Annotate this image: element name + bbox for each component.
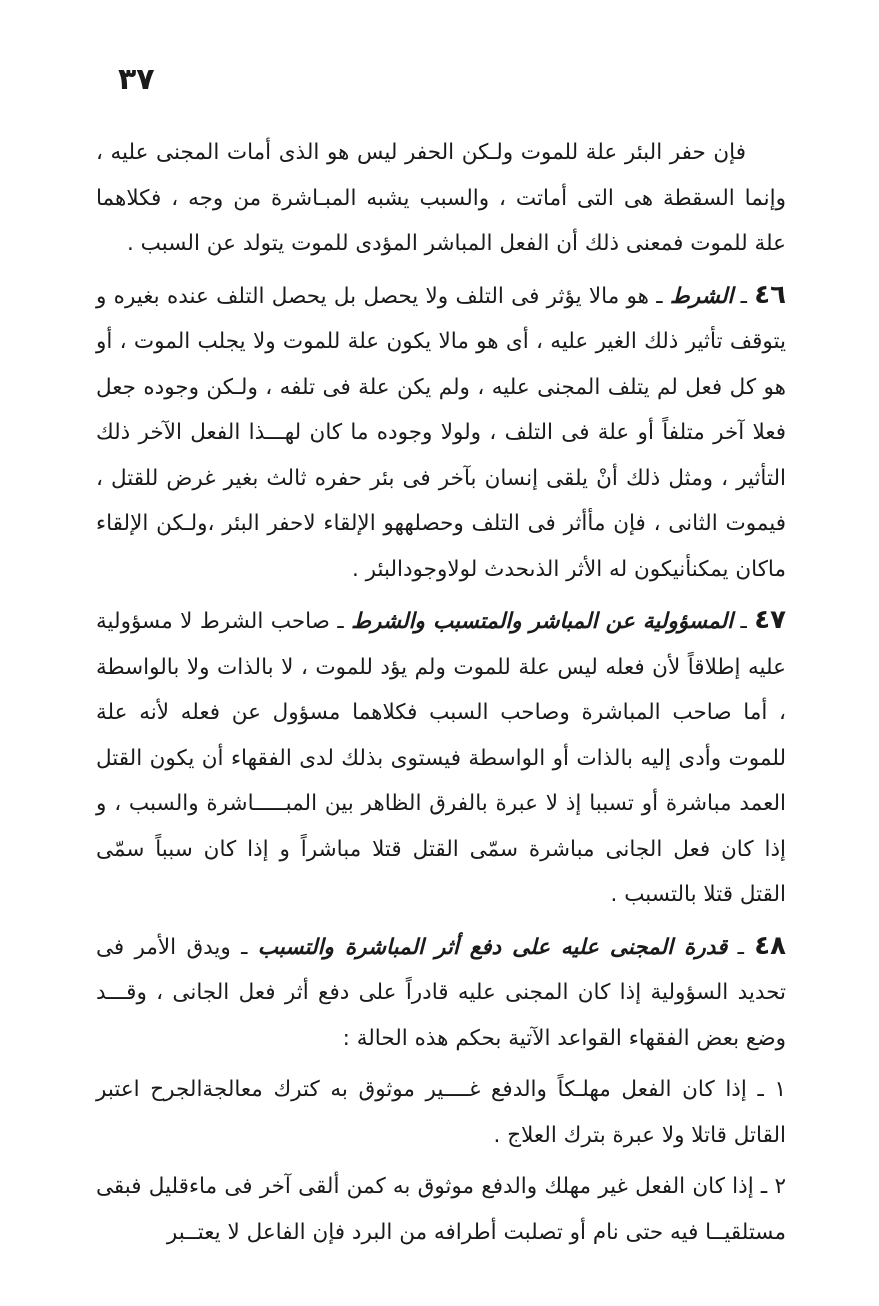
page-number: ٣٧ bbox=[118, 62, 155, 97]
section-48: ٤٨ ـ قدرة المجنى عليه على دفع أثر المباشرة والتسبب ـ ويدق الأمر فى تحديد السؤولية إذا كان المجنى عليه قادراً على دفع أثر فعل الجانى ، وقـــد وضع بعض الفقهاء القواعد الآتية بحكم هذه الحالة : bbox=[96, 930, 786, 1051]
rule-number: ١ bbox=[774, 1077, 786, 1102]
rule-2: ٢ ـ إذا كان الفعل غير مهلك والدفع موثوق به كمن ألقى آخر فى ماءقليل فبقى مستلقيــا فيه حتى نام أو تصلبت أطرافه من البرد فإن الفاعل لا يعتــبر bbox=[96, 1174, 787, 1245]
paragraph-text: ويدق الأمر فى تحديد السؤولية إذا كان المجنى عليه قادراً على دفع أثر فعل الجانى ، وقـــد وضع بعض الفقهاء القواعد الآتية بحكم هذه الحالة : bbox=[96, 934, 786, 1051]
section-heading: الشرط bbox=[669, 283, 734, 309]
rule-1: ١ ـ إذا كان الفعل مهلـكاً والدفع غــــير موثوق به كترك معالجةالجرح اعتبر القاتل قاتلا ولا عبرة بترك العلاج . bbox=[96, 1077, 786, 1148]
paragraph-intro bbox=[96, 130, 786, 267]
paragraph-text: صاحب الشرط لا مسؤولية عليه إطلاقاً لأن فعله ليس علة للموت ولم يؤد للموت ، لا بالذات ولا بالواسطة ، أما صاحب المباشرة وصاحب السبب فكلاهما مسؤول عن فعله لأنه علة للموت وأدى إليه بالذات أو الواسطة فيستوى بذلك لدى الفقهاء أن يكون القتل العمد مباشرة أو تسببا إذ لا عبرة بالفرق الظاهر بين المبـــــاشرة والسبب ، و إذا كان فعل الجانى مباشرة سمّى القتل قتلا مباشراً و إذا كان سبباً سمّى القتل قتلا بالتسبب . bbox=[96, 609, 786, 907]
section-number: ٤٧ bbox=[754, 605, 786, 635]
paragraph-text: هو مالا يؤثر فى التلف ولا يحصل بل يحصل التلف عنده بغيره و يتوقف تأثير ذلك الغير عليه ، أى هو مالا يكون علة للموت ولا يجلب الموت ، أو هو كل فعل لم يتلف المجنى عليه ، ولم يكن علة فى تلفه ، ولـكن وجوده جعل فعلا آخر متلفاً أو علة فى التلف ، ولولا وجوده ما كان لهـــذا الفعل الآخر ذلك التأثير ، ومثل ذلك أنْ يلقى إنسان بآخر فى بئر حفره ثالث بغير غرض للقتل ، فيموت الثانى ، فإن مأأثر فى التلف وحصلههو الإلقاء لاحفر البئر ،ولـكن الإلقاء ماكان يمكنأنيكون له الأثر الذىحدث لولاوجودالبئر . bbox=[96, 283, 786, 582]
paragraph-text: إذا كان الفعل مهلـكاً والدفع غــــير موثوق به كترك معالجةالجرح اعتبر القاتل قاتلا ولا عبرة بترك العلاج . bbox=[96, 1077, 786, 1148]
paragraph-text: إذا كان الفعل غير مهلك والدفع موثوق به كمن ألقى آخر فى ماءقليل فبقى مستلقيــا فيه حتى نام أو تصلبت أطرافه من البرد فإن الفاعل لا يعتــبر bbox=[96, 1174, 786, 1245]
paragraph-text: فإن حفر البئر علة للموت ولـكن الحفر ليس هو الذى أمات المجنى عليه ، وإنما السقطة هى التى أماتت ، والسبب يشبه المبـاشرة من وجه ، فكلاهما علة للموت فمعنى ذلك أن الفعل المباشر المؤدى للموت يتولد عن السبب . bbox=[96, 140, 786, 256]
section-47: ٤٧ ـ المسؤولية عن المباشر والمتسبب والشرط ـ صاحب الشرط لا مسؤولية عليه إطلاقاً لأن فعله ليس علة للموت ولم يؤد للموت ، لا بالذات ولا بالواسطة ، أما صاحب المباشرة وصاحب السبب فكلاهما مسؤول عن فعله لأنه علة للموت وأدى إليه بالذات أو الواسطة فيستوى بذلك لدى الفقهاء أن يكون القتل العمد مباشرة أو تسببا إذ لا عبرة بالفرق الظاهر بين المبـــــاشرة والسبب ، و إذا كان فعل الجانى مباشرة سمّى القتل قتلا مباشراً و إذا كان سبباً سمّى القتل قتلا بالتسبب . bbox=[96, 605, 786, 907]
section-heading: المسؤولية عن المباشر والمتسبب والشرط bbox=[351, 609, 734, 634]
section-heading: قدرة المجنى عليه على دفع أثر المباشرة والتسبب bbox=[257, 934, 728, 960]
rule-number: ٢ bbox=[774, 1174, 787, 1199]
section-number: ٤٨ bbox=[754, 930, 786, 961]
section-46: ٤٦ ـ الشرط ـ هو مالا يؤثر فى التلف ولا يحصل بل يحصل التلف عنده بغيره و يتوقف تأثير ذلك الغير عليه ، أى هو مالا يكون علة للموت ولا يجلب الموت ، أو هو كل فعل لم يتلف المجنى عليه ، ولم يكن علة فى تلفه ، ولـكن وجوده جعل فعلا آخر متلفاً أو علة فى التلف ، ولولا وجوده ما كان لهـــذا الفعل الآخر ذلك التأثير ، ومثل ذلك أنْ يلقى إنسان بآخر فى بئر حفره ثالث بغير غرض للقتل ، فيموت الثانى ، فإن مأأثر فى التلف وحصلههو الإلقاء لاحفر البئر ،ولـكن الإلقاء ماكان يمكنأنيكون له الأثر الذىحدث لولاوجودالبئر . bbox=[96, 279, 787, 582]
page-body bbox=[96, 130, 786, 1261]
section-number: ٤٦ bbox=[754, 279, 787, 310]
